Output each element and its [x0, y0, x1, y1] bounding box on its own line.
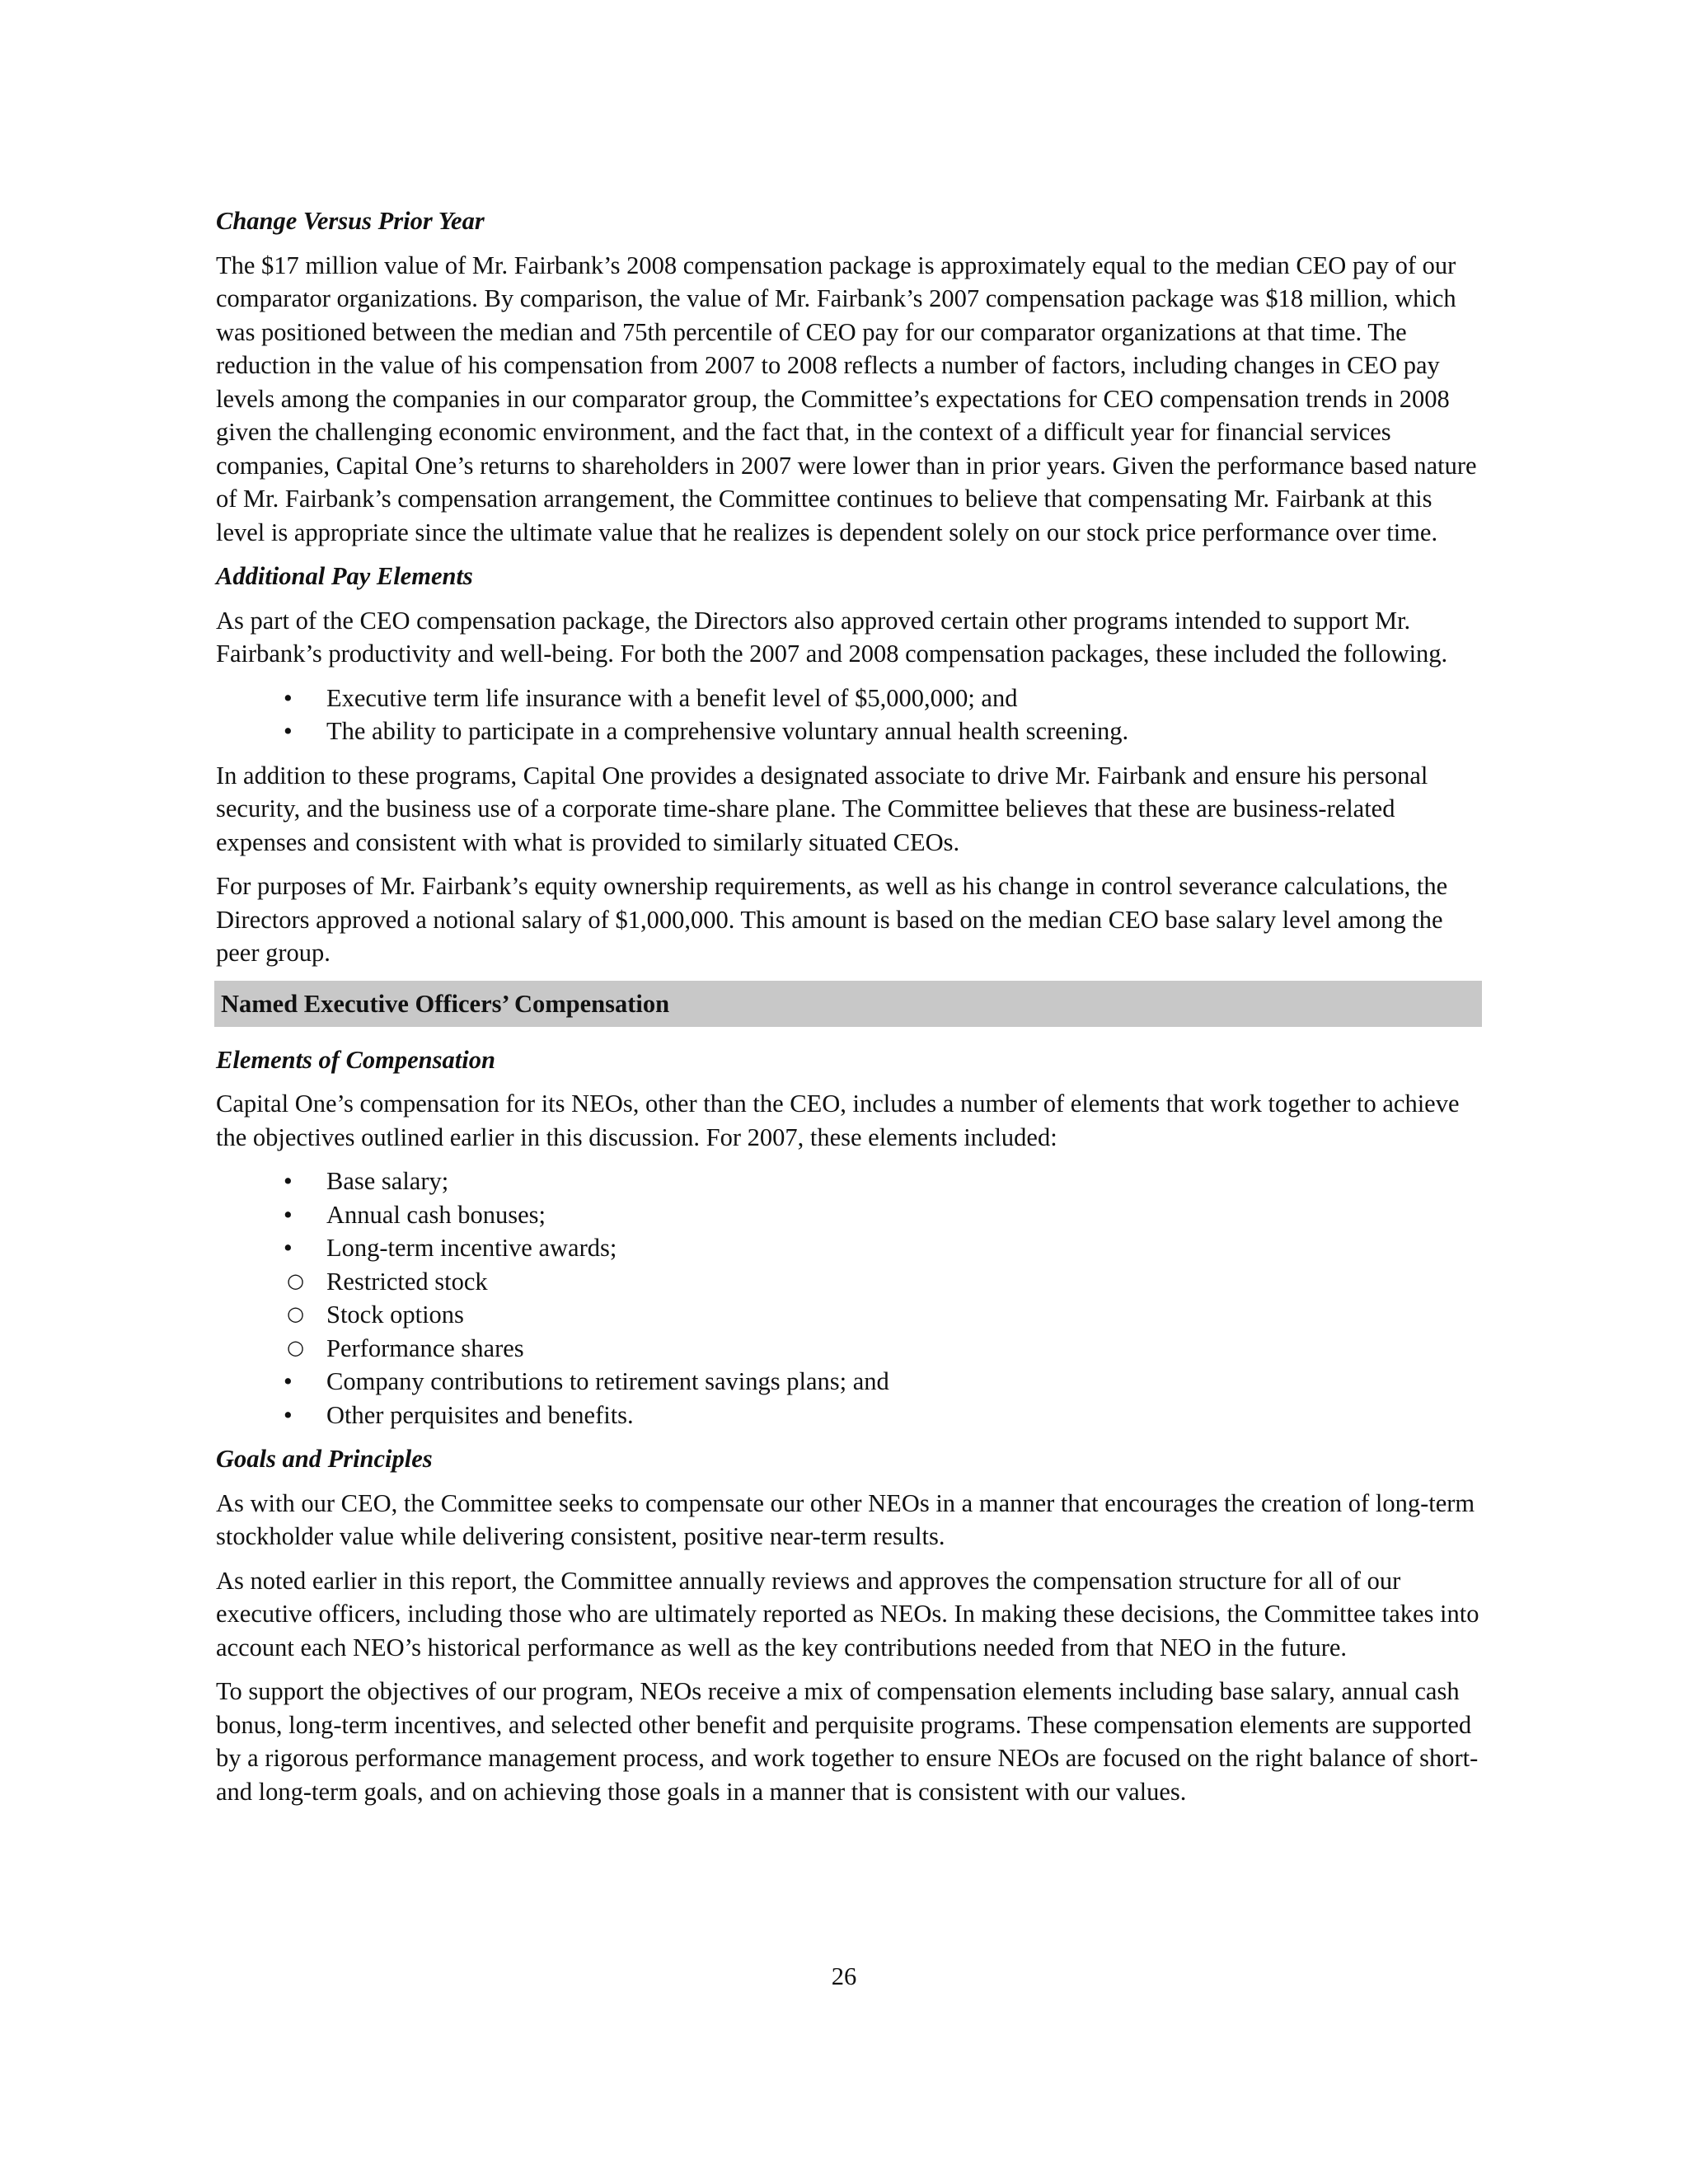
list-item: • Executive term life insurance with a benefit level of $5,000,000; and	[216, 682, 1484, 715]
list-item: • Base salary;	[216, 1165, 1484, 1198]
notional-salary-paragraph: For purposes of Mr. Fairbank’s equity ownership requirements, as well as his change in control severance calculations, the Directors approved a notional salary of $1,000,000. This amount is based on the median CEO base salary level among the peer group.	[216, 872, 1448, 967]
named-executive-officers-section-bar: Named Executive Officers’ Compensation	[214, 981, 1482, 1027]
goals-paragraph-2: As noted earlier in this report, the Committee annually reviews and approves the compensation structure for all of our executive officers, including those who are ultimately reported as NEOs. In making these decisions, the Committee takes into account each NEO’s historical performance as well as the key contributions needed from that NEO in the future.	[216, 1566, 1479, 1661]
elements-of-compensation-list	[216, 1165, 1484, 1432]
goals-paragraph-1: As with our CEO, the Committee seeks to compensate our other NEOs in a manner that encourages the creation of long-term stockholder value while delivering consistent, positive near-term results.	[216, 1488, 1475, 1550]
list-item: • The ability to participate in a comprehensive voluntary annual health screening.	[216, 715, 1484, 748]
elements-of-compensation-heading: Elements of Compensation	[216, 1045, 495, 1074]
sub-list-item: ○ Restricted stock	[216, 1265, 1484, 1299]
list-item: • Long-term incentive awards;	[216, 1231, 1484, 1265]
change-versus-prior-year-paragraph: The $17 million value of Mr. Fairbank’s 2008 compensation package is approximately equal to the median CEO pay of our comparator organizations. By comparison, the value of Mr. Fairbank’s 2007 compensation package was $18 million, which was positioned between the median and 75th percentile of CEO pay for our comparator organizations at that time. The reduction in the value of his compensation from 2007 to 2008 reflects a number of factors, including changes in CEO pay levels among the companies in our comparator group, the Committee’s expectations for CEO compensation trends in 2008 given the challenging economic environment, and the fact that, in the context of a difficult year for financial services companies, Capital One’s returns to shareholders in 2007 were lower than in prior years. Given the performance based nature of Mr. Fairbank’s compensation arrangement, the Committee continues to believe that compensating Mr. Fairbank at this level is appropriate since the ultimate value that he realizes is dependent solely on our stock price performance over time.	[216, 251, 1477, 546]
change-versus-prior-year-heading: Change Versus Prior Year	[216, 207, 485, 235]
elements-of-compensation-paragraph: Capital One’s compensation for its NEOs, other than the CEO, includes a number of elements that work together to achieve the objectives outlined earlier in this discussion. For 2007, these elements included:	[216, 1090, 1460, 1151]
list-item: • Company contributions to retirement savings plans; and	[216, 1365, 1484, 1399]
sub-list-item: ○ Stock options	[216, 1298, 1484, 1332]
goals-and-principles-heading: Goals and Principles	[216, 1445, 433, 1473]
document-page	[216, 204, 1484, 1819]
additional-pay-elements-paragraph: As part of the CEO compensation package, the Directors also approved certain other programs intended to support Mr. Fairbank’s productivity and well-being. For both the 2007 and 2008 compensation packages, these included the following.	[216, 606, 1448, 668]
additional-pay-elements-list	[216, 682, 1484, 748]
designated-associate-paragraph: In addition to these programs, Capital One provides a designated associate to drive Mr. Fairbank and ensure his personal security, and the business use of a corporate time-share plane. The Committee believes that these are business-related expenses and consistent with what is provided to similarly situated CEOs.	[216, 761, 1428, 856]
list-item: • Annual cash bonuses;	[216, 1198, 1484, 1232]
long-term-incentive-sublist-container	[106, 1265, 1484, 1366]
goals-paragraph-3: To support the objectives of our program, NEOs receive a mix of compensation elements including base salary, annual cash bonus, long-term incentives, and selected other benefit and perquisite programs. These compensation elements are supported by a rigorous performance management process, and work together to ensure NEOs are focused on the right balance of short- and long-term goals, and on achieving those goals in a manner that is consistent with our values.	[216, 1677, 1479, 1806]
additional-pay-elements-heading: Additional Pay Elements	[216, 562, 473, 590]
sub-list-item: ○ Performance shares	[216, 1332, 1484, 1366]
list-item: • Other perquisites and benefits.	[216, 1399, 1484, 1432]
page-number: 26	[831, 1962, 857, 1990]
long-term-incentive-sublist	[106, 1265, 1484, 1366]
